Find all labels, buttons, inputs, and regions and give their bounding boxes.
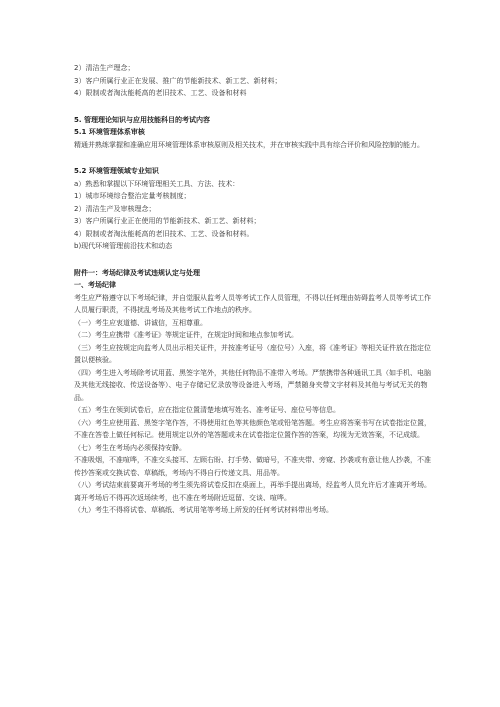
list-item: a）熟悉和掌握以下环境管理相关工具、方法、技术： xyxy=(74,179,240,188)
list-item: 4）限制或者淘汰能耗高的老旧技术、工艺、设备和材料 xyxy=(74,89,247,97)
list-item: 4）限制或者淘汰能耗高的老旧技术、工艺、设备和材料。 xyxy=(74,229,254,238)
paragraph: 考生应严格遵守以下考场纪律，并自觉服从监考人员等考试工作人员管理，不得以任何理由妨碍监考人员等考试工作人员履行职责，不得扰乱考场及其他考试工作地点的秩序。 xyxy=(74,293,431,314)
list-item: 3）客户所属行业正在使用的节能新技术、新工艺、新材料； xyxy=(74,217,261,225)
list-item: 2）清洁生产理念； xyxy=(74,64,135,72)
list-item: 2）清洁生产及审核理念； xyxy=(74,204,156,213)
rule-item: （四）考生进入考场除考试用蓝、黑签字笔外，其他任何物品不准带入考场。严禁携带各种通讯工具（如手机、电脑及其他无线接收、传送设备等）、电子存储记忆录放等设备进入考场，严禁随身夹带文字材料及其他与考试无关的物品。 xyxy=(74,368,431,402)
subsection-heading: 5.1 环境管理体系审核 xyxy=(74,128,145,136)
list-item: b)现代环境管理前沿技术和动态 xyxy=(74,242,173,250)
section-heading: 5. 管理理论知识与应用技能科目的考试内容 xyxy=(74,115,210,124)
rule-item: （一）考生应衷道德、讲诚信，互相尊重。 xyxy=(74,318,207,327)
paragraph: 精通并熟练掌握和准确应用环境管理体系审核原则及相关技术，并在审核实践中具有综合评价和风险控制的能力。 xyxy=(74,140,424,149)
list-item: 1）城市环境综合整治定量考核制度； xyxy=(74,192,191,200)
rule-item: （八）考试结束前要离开考场的考生须先将试卷反扣在桌面上，再举手提出离场，经监考人员允许后才准离开考场。离开考场后不得再次返场续考，也不准在考场附近逗留、交谈、喧哗。 xyxy=(74,481,431,502)
rule-item: （九）考生不得将试卷、草稿纸、考试用笔等考场上所发的任何考试材料带出考场。 xyxy=(74,506,333,514)
subsection-heading: 5.2 环境管理领域专业知识 xyxy=(74,167,159,175)
rule-item: （五）考生在领到试卷后，应在指定位置清楚地填写姓名、准考证号、座位号等信息。 xyxy=(74,406,340,414)
appendix-title: 附件一：考场纪律及考试违规认定与处理 xyxy=(74,268,200,277)
section-subtitle: 一、考场纪律 xyxy=(74,281,116,289)
rule-item: （七）考生在考场内必须保持安静。 xyxy=(74,443,186,452)
rule-item: 不准吸烟，不准喧哗，不准交头接耳、左顾右盼、打手势、做暗号，不准夹带、旁窥、抄袭或有意让他人抄袭，不准传抄答案或交换试卷、草稿纸，考场内不得自行传递文具、用品等。 xyxy=(74,456,431,477)
document-page xyxy=(74,62,434,517)
rule-item: （二）考生应携带《准考证》等规定证件，在规定时间和地点参加考试。 xyxy=(74,331,298,339)
rule-item: （六）考生应使用蓝、黑签字笔作答，不得使用红色等其他颜色笔或铅笔答题。考生应将答案书写在试卷指定位置，不准在答卷上做任何标记。使用规定以外的笔答题或未在试卷指定位置作答的答案，均视为无效答案，不记成绩。 xyxy=(74,418,431,439)
list-item: 3）客户所属行业正在发展、推广的节能新技术、新工艺、新材料； xyxy=(74,76,282,85)
rule-item: （三）考生应按规定向监考人员出示相关证件，并按准考证号（座位号）入座，将《准考证》等相关证件放在指定位置以便核验。 xyxy=(74,343,431,364)
